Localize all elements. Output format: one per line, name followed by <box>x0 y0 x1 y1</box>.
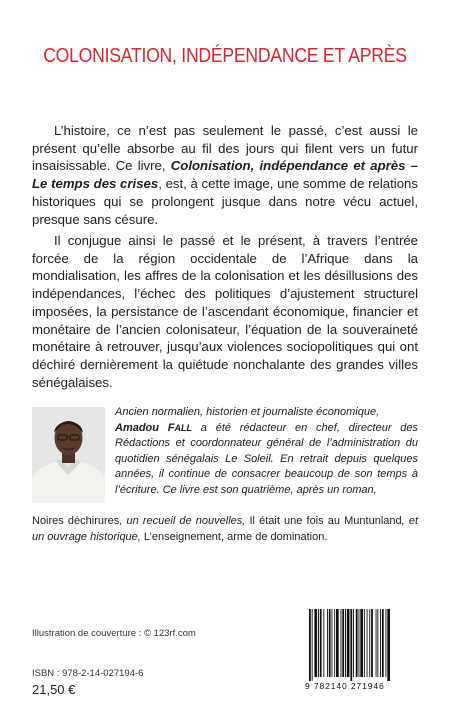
summary-text: , est, à cette image, une somme de relations historiques qui se prolongent jusque dans notre vécu actuel, presque sans césure. <box>32 176 418 227</box>
summary-paragraph-2: Il conjugue ainsi le passé et le présent, à travers l’entrée forcée de la région occidentale de l’Afrique dans la mondialisation, les affres de la colonisation et les désillusions des indépendances, l’échec des politiques d’ajustement structurel imposées, la persistance de l’ascendant économique, financier et monétaire de l’ancien colonisateur, l’équation de la souveraineté monétaire à retrouver, jusqu’aux violences sociopolitiques qui ont déchiré dernièrement la quiétude nonchalante des grandes villes sénégalaises. <box>32 233 418 390</box>
bio-work-title: Noires déchirures <box>32 515 120 527</box>
author-portrait-image <box>32 407 105 503</box>
bio-text: , et un ouvrage historique, <box>32 515 419 543</box>
author-bio-continued <box>32 514 418 545</box>
cover-credit: Illustration de couverture : © 123rf.com <box>32 628 196 639</box>
summary-paragraph-1 <box>32 122 418 228</box>
bio-work-title: L’enseignement, arme de domination <box>143 530 325 543</box>
barcode-icon <box>305 607 418 681</box>
author-bio <box>115 405 418 499</box>
book-title-inline: Colonisation, indépendance et après – Le temps des crises <box>32 158 419 192</box>
bio-text: . <box>324 530 328 543</box>
author-name-smallcaps: ALL <box>174 422 193 433</box>
author-photo <box>32 407 105 503</box>
bio-text: a été rédacteur en chef, directeur des Rédactions et coordonnateur général de l’administration du quotidien sénégalais Le Soleil. En retrait depuis quelques années, il continue de consacrer beaucoup de son temps à l’écriture. Ce livre est son quatrième, après un roman, <box>115 421 419 496</box>
bio-intro: Ancien normalien, historien et journaliste économique, <box>115 406 380 418</box>
bio-text: , un recueil de nouvelles, <box>119 515 250 527</box>
isbn: ISBN : 978-2-14-027194-6 <box>32 668 144 679</box>
price: 21,50 € <box>32 682 76 697</box>
author-name-first: Amadou F <box>115 421 175 434</box>
book-title: COLONISATION, INDÉPENDANCE ET APRÈS <box>43 44 407 67</box>
summary-text: L’histoire, ce n’est pas seulement le passé, c’est aussi le présent qu’elle absorbe au fil des jours qui filent vers un futur insaisissable. Ce livre, <box>32 123 418 174</box>
bio-work-title: Il était une fois au Muntunland <box>249 515 402 527</box>
barcode-digits: 9 782140 271946 <box>305 681 385 691</box>
author-name <box>115 422 192 434</box>
